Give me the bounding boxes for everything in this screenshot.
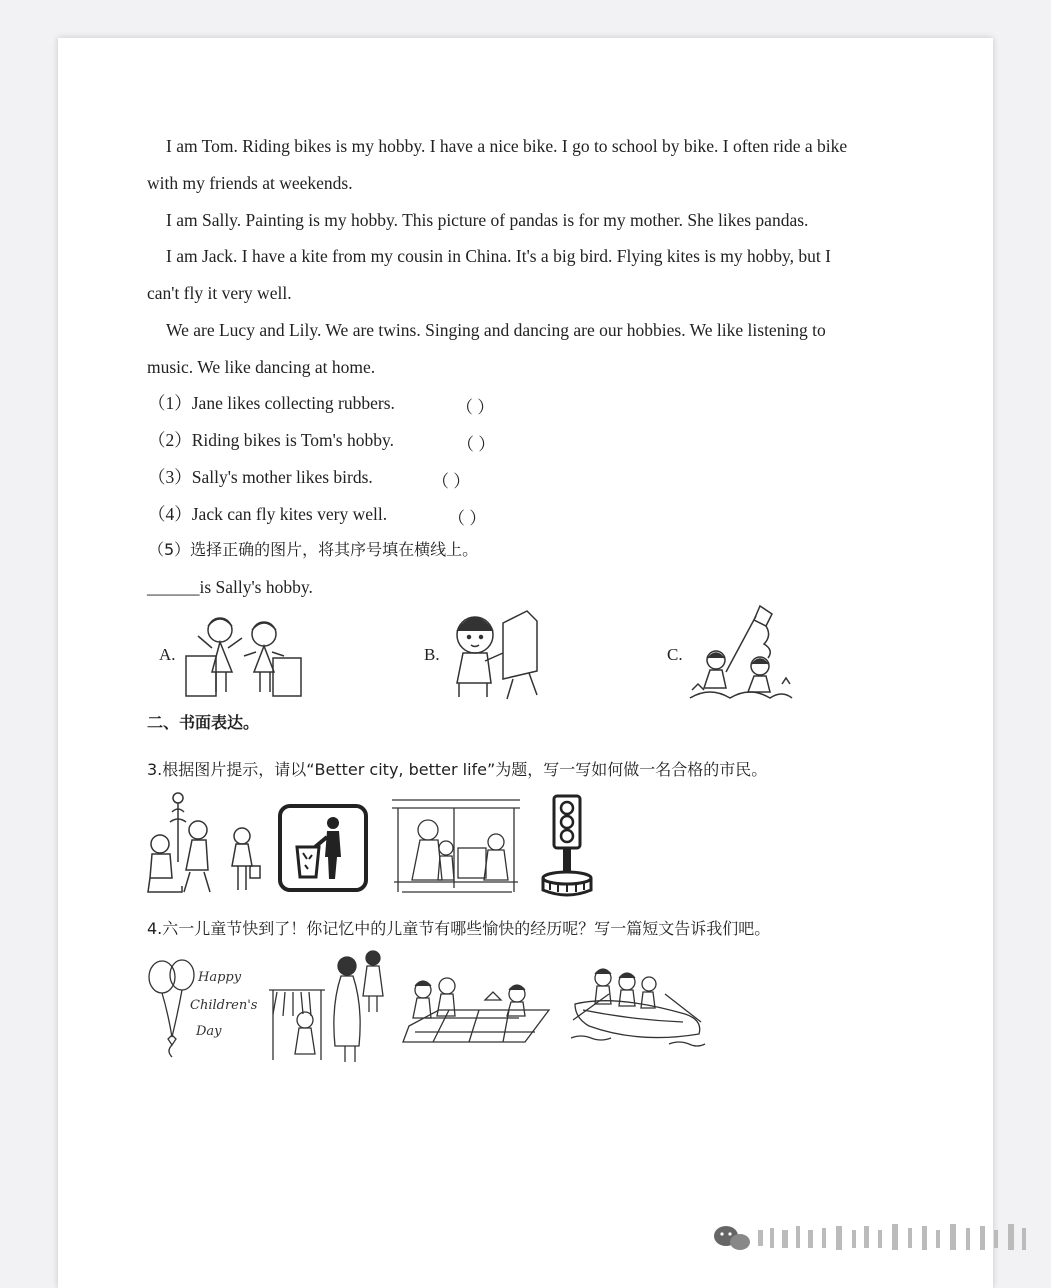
task-4-prompt: 4.六一儿童节快到了！你记忆中的儿童节有哪些愉快的经历呢？写一篇短文告诉我们吧。 (147, 919, 771, 938)
happy-text: Happy (198, 970, 242, 985)
option-c-image[interactable] (686, 602, 796, 704)
people-on-bus-icon (388, 796, 524, 896)
option-a-image[interactable] (178, 608, 308, 700)
day-text: Day (196, 1024, 222, 1039)
child-painting-at-easel-icon (443, 603, 548, 703)
task4-image-boating (569, 964, 709, 1050)
section-heading: 二、书面表达。 (147, 713, 260, 732)
kids-boating-icon (569, 964, 709, 1050)
task3-image-trash (277, 803, 369, 893)
question-text: Riding bikes is Tom's hobby. (191, 430, 394, 450)
traffic-light-icon (540, 794, 594, 898)
passage-sally: I am Sally. Painting is my hobby. This picture of pandas is for my mother. She likes pandas. (166, 210, 809, 230)
children-flying-kite-icon (686, 602, 796, 704)
option-b-image[interactable] (443, 603, 548, 703)
task4-image-balloons (146, 955, 260, 1059)
passage-tom-line2: with my friends at weekends. (147, 173, 353, 193)
two-girls-singing-dancing-icon (178, 608, 308, 700)
trash-bin-sign-icon (277, 803, 369, 893)
answer-blank-3[interactable]: （ ） (432, 472, 471, 491)
passage-jack-line1: I am Jack. I have a kite from my cousin in China. It's a big bird. Flying kites is my hobby, but I (166, 246, 831, 266)
people-planting-tree-icon (146, 792, 266, 898)
option-c-label[interactable]: C. (667, 645, 683, 664)
wechat-logo-icon (712, 1220, 1032, 1256)
question-3 (148, 466, 373, 488)
document-page (58, 38, 993, 1288)
passage-twins-line2: music. We like dancing at home. (147, 357, 376, 377)
question-2 (148, 429, 394, 451)
task4-image-picnic (399, 966, 555, 1048)
question-text: Jane likes collecting rubbers. (191, 393, 395, 413)
passage-twins-line1: We are Lucy and Lily. We are twins. Singing and dancing are our hobbies. We like listening to (166, 320, 826, 340)
question-text: Jack can fly kites very well. (191, 504, 388, 524)
question-5-instruction: （5）选择正确的图片，将其序号填在横线上。 (148, 540, 479, 559)
passage-tom-line1: I am Tom. Riding bikes is my hobby. I have a nice bike. I go to school by bike. I often ride a bike (166, 136, 848, 156)
option-b-label[interactable]: B. (424, 645, 440, 664)
balloons-happy-childrens-day-icon (146, 955, 260, 1059)
page-content (58, 38, 993, 1288)
question-number: （4） (148, 504, 192, 524)
answer-blank-1[interactable]: （ ） (456, 398, 495, 417)
task4-image-shopping (265, 946, 387, 1066)
task3-image-planting (146, 792, 266, 898)
question-number: （3） (148, 467, 192, 487)
wechat-watermark (712, 1220, 1032, 1256)
question-number: （1） (148, 393, 192, 413)
kids-picnic-icon (399, 966, 555, 1048)
question-4 (148, 503, 387, 525)
answer-blank-2[interactable]: （ ） (457, 435, 496, 454)
answer-blank-4[interactable]: （ ） (448, 509, 487, 528)
task-3-prompt: 3.根据图片提示，请以“Better city, better life”为题，写一写如何做一名合格的市民。 (147, 760, 768, 779)
question-5-sentence: ______is Sally's hobby. (147, 577, 313, 597)
task3-image-traffic-light (540, 794, 594, 898)
question-1 (148, 392, 395, 414)
childrens-text: Children's (190, 998, 258, 1013)
question-text: Sally's mother likes birds. (191, 467, 373, 487)
mother-child-shopping-icon (265, 946, 387, 1066)
task3-image-bus (388, 796, 524, 896)
question-number: （2） (148, 430, 192, 450)
passage-jack-line2: can't fly it very well. (147, 283, 292, 303)
option-a-label[interactable]: A. (159, 645, 176, 664)
